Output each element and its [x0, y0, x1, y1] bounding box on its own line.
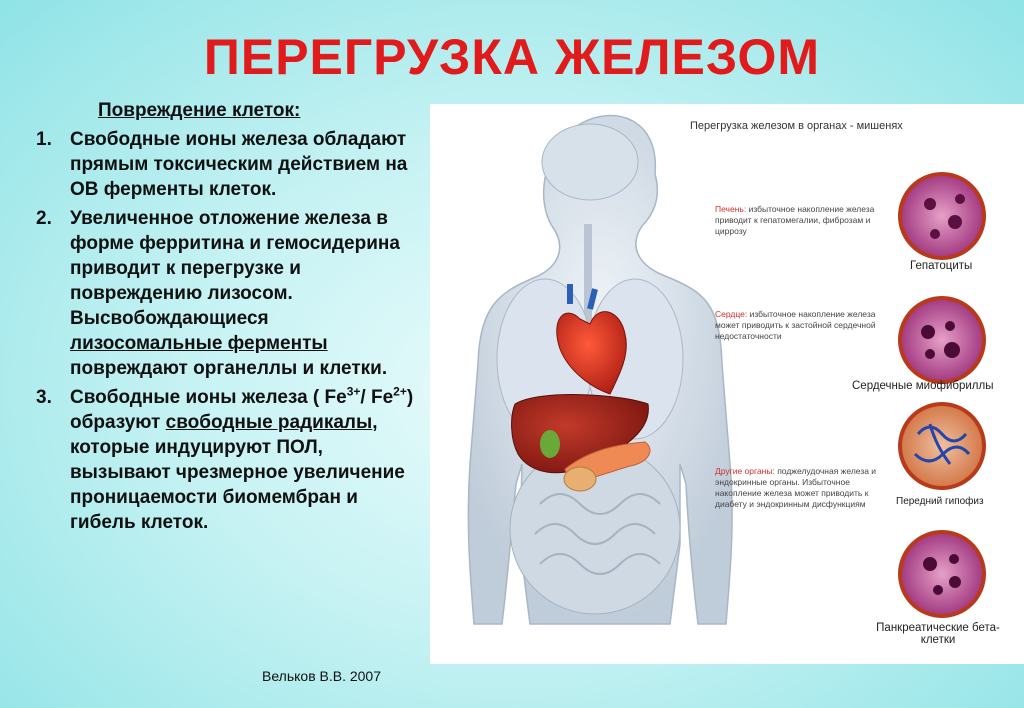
item-text: ) образуют [70, 387, 414, 433]
superscript: 2+ [393, 384, 407, 399]
item-number: 1. [36, 129, 52, 150]
note-label: Другие органы: [715, 466, 775, 476]
note-text: избыточное накопление железа приводит к гепатомегалии, фиброзам и циррозу [715, 204, 875, 236]
list-item [36, 206, 426, 381]
author-credit: Вельков В.В. 2007 [262, 668, 382, 684]
item-underlined-text: свободные радикалы [165, 412, 373, 433]
item-text: Свободные ионы железа ( Fe [70, 387, 347, 408]
note-label: Печень: [715, 204, 747, 214]
beta-cells-micrograph [900, 532, 984, 616]
slide-title: ПЕРЕГРУЗКА ЖЕЛЕЗОМ [203, 29, 821, 85]
brain-shape [542, 124, 638, 200]
list-item [36, 385, 426, 535]
item-text: / Fe [360, 387, 394, 408]
item-number: 3. [36, 387, 52, 408]
item-underlined-text: лизосомальные ферменты [70, 333, 328, 354]
note-text: поджелудочная железа и эндокринные органы. Избыточное накопление железа может приводить к диабету и эндокринным дисфункциям [715, 466, 877, 509]
myofibrils-caption: Сердечные миофибриллы [852, 380, 994, 392]
pituitary-caption: Передний гипофиз [896, 496, 984, 507]
hepatocytes-caption: Гепатоциты [910, 260, 973, 272]
cell-damage-text [36, 98, 426, 535]
myofibrils-micrograph [900, 298, 984, 382]
stomach-organ [564, 467, 596, 491]
list-item [36, 127, 426, 202]
anatomy-figure [430, 104, 1024, 664]
liver-note [715, 204, 890, 237]
subheading: Повреждение клеток: [98, 100, 301, 121]
item-text: , которые индуцируют ПОЛ, вызывают чрезмерное увеличение проницаемости биомембран и гибель клеток. [70, 412, 405, 533]
note-label: Сердце: [715, 309, 748, 319]
item-text: повреждают органеллы и клетки. [70, 358, 388, 379]
note-text: избыточное накопление железа может приводить к застойной сердечной недостаточности [715, 309, 876, 341]
superscript: 3+ [346, 384, 361, 399]
item-number: 2. [36, 208, 52, 229]
pituitary-micrograph [900, 404, 984, 488]
other-organs-note [715, 466, 890, 510]
item-text: Увеличенное отложение железа в форме ферритина и гемосидерина приводит к перегрузке и повреждению лизосом. Высвобождающиеся [70, 208, 400, 329]
beta-cells-caption: Панкреатические бета-клетки [876, 622, 1000, 646]
hepatocytes-micrograph [900, 174, 984, 258]
heart-note [715, 309, 890, 342]
item-text: Свободные ионы железа обладают прямым токсическим действием на ОВ ферменты клеток. [70, 129, 408, 200]
figure-title: Перегрузка железом в органах - мишенях [690, 120, 903, 132]
